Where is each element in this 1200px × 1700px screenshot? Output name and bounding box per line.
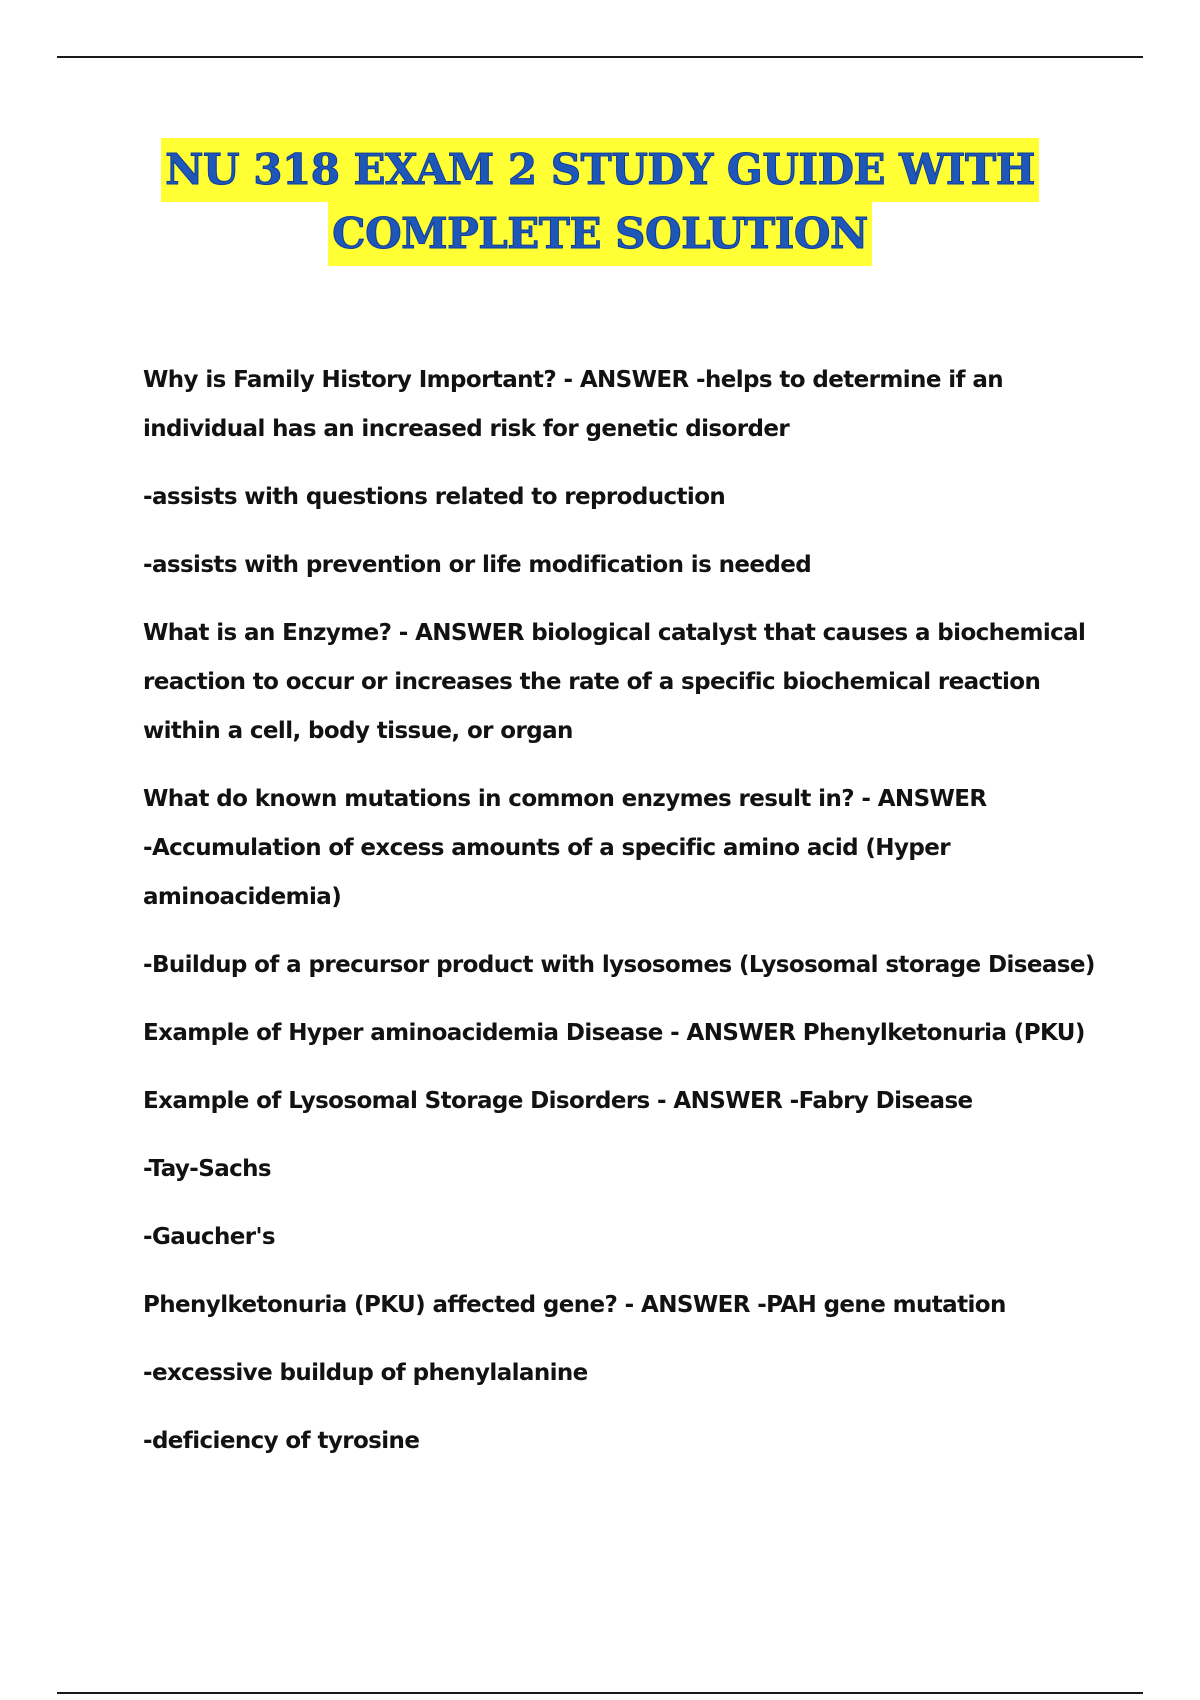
document-title [0, 138, 1200, 266]
top-rule [57, 56, 1143, 58]
paragraph-prevention: -assists with prevention or life modification is needed [143, 552, 812, 578]
title-line-2: COMPLETE SOLUTION [328, 202, 872, 266]
paragraph-tyrosine: -deficiency of tyrosine [143, 1428, 420, 1454]
paragraph-family-history: Why is Family History Important? - ANSWER -helps to determine if an individual has an increased risk for genetic disorder [143, 367, 1004, 442]
paragraph-gauchers: -Gaucher's [143, 1224, 276, 1250]
paragraph-phenylalanine: -excessive buildup of phenylalanine [143, 1360, 588, 1386]
title-line-1: NU 318 EXAM 2 STUDY GUIDE WITH [161, 138, 1039, 202]
bottom-rule [57, 1692, 1143, 1694]
paragraph-lysosome-buildup: -Buildup of a precursor product with lysosomes (Lysosomal storage Disease) [143, 952, 1095, 978]
paragraph-tay-sachs: -Tay-Sachs [143, 1156, 272, 1182]
document-body [143, 356, 1103, 1485]
paragraph-hyper-aminoacidemia-example: Example of Hyper aminoacidemia Disease - ANSWER Phenylketonuria (PKU) [143, 1020, 1085, 1046]
paragraph-reproduction: -assists with questions related to reproduction [143, 484, 726, 510]
paragraph-enzyme-mutations: What do known mutations in common enzymes result in? - ANSWER -Accumulation of excess amounts of a specific amino acid (Hyper aminoacidemia) [143, 786, 987, 910]
paragraph-pku-gene: Phenylketonuria (PKU) affected gene? - ANSWER -PAH gene mutation [143, 1292, 1006, 1318]
paragraph-enzyme: What is an Enzyme? - ANSWER biological catalyst that causes a biochemical reaction to occur or increases the rate of a specific biochemical reaction within a cell, body tissue, or organ [143, 620, 1086, 744]
paragraph-lysosomal-disorders-example: Example of Lysosomal Storage Disorders - ANSWER -Fabry Disease [143, 1088, 973, 1114]
